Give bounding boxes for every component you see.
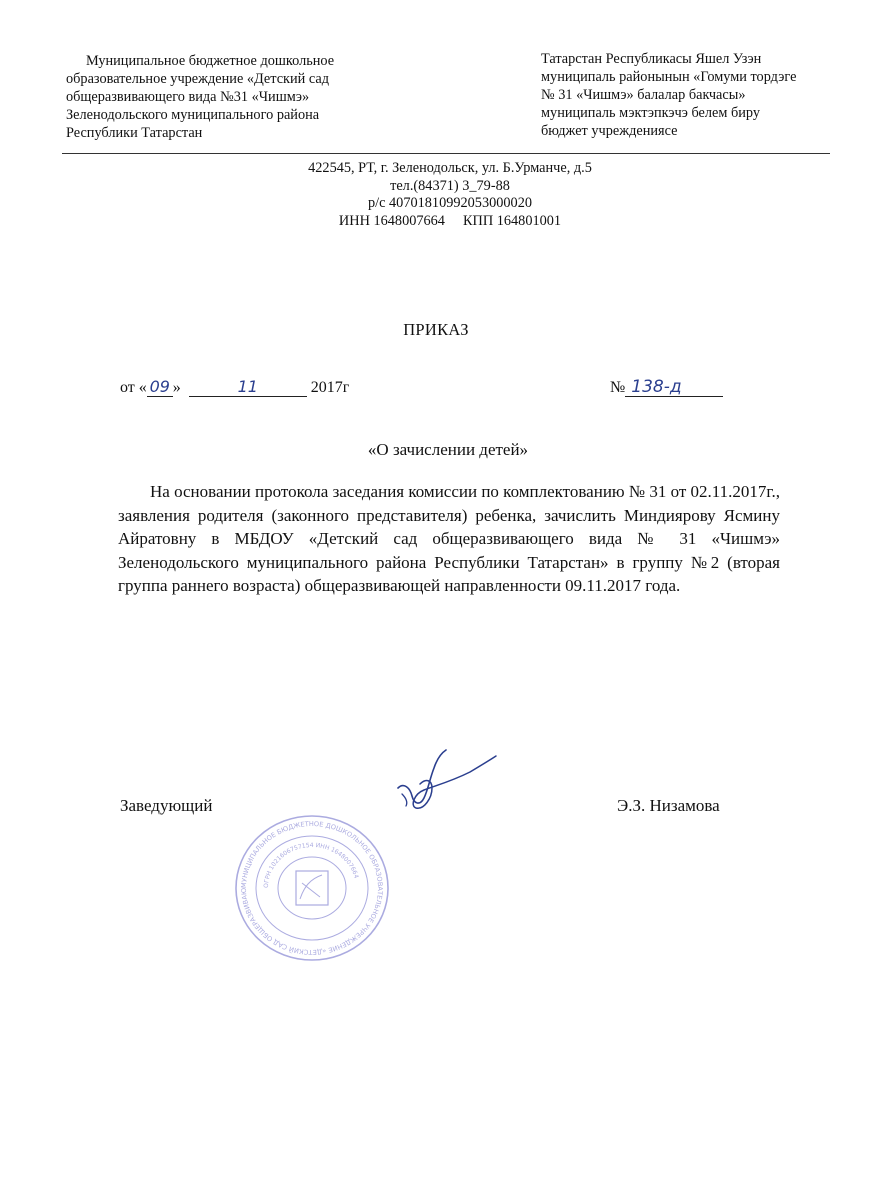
tax-ids-line bbox=[200, 213, 700, 231]
phone-line: тел.(84371) 3_79-88 bbox=[390, 177, 510, 194]
header-right-line: Татарстан Республикасы Яшел Узэн bbox=[541, 51, 762, 67]
handwritten-signature bbox=[390, 748, 500, 825]
open-quote: « bbox=[138, 379, 147, 396]
order-subject: «О зачислении детей» bbox=[367, 440, 529, 459]
inn-value: ИНН 1648007664 bbox=[338, 212, 445, 229]
order-date-line bbox=[120, 378, 349, 397]
header-right-line: № 31 «Чишмэ» балалар бакчасы» bbox=[541, 87, 746, 103]
signatory-name: Э.З. Низамова bbox=[617, 796, 720, 815]
official-stamp bbox=[232, 813, 392, 968]
date-prefix: от bbox=[120, 379, 135, 396]
header-right-line: муниципаль районынын «Гомуми тордэге bbox=[541, 69, 797, 85]
header-right-line: бюджет учреждениясе bbox=[541, 123, 678, 139]
kpp-value: КПП 164801001 bbox=[462, 212, 562, 229]
address-block bbox=[200, 160, 700, 230]
header-left-line: Зеленодольского муниципального района bbox=[66, 107, 320, 123]
order-number-line bbox=[610, 378, 723, 397]
order-number: 138-д bbox=[625, 378, 723, 397]
signature-scribble-icon bbox=[390, 748, 500, 820]
order-body-paragraph: На основании протокола заседания комиссии по комплектованию № 31 от 02.11.2017г., заявления родителя (законного представителя) ребенка, зачислить Миндиярову Ясмину Айратовну в МБДОУ «Детский сад общеразвивающего вида № 31 «Чишмэ» Зеленодольского муниципального района Республики Татарстан» в группу №2 (вторая группа раннего возраста) общеразвивающей направленности 09.11.2017 года. bbox=[118, 482, 780, 595]
date-day: 09 bbox=[147, 378, 173, 397]
signatory-role: Заведующий bbox=[120, 796, 213, 815]
header-left-organization bbox=[66, 52, 396, 142]
header-left-line: Республики Татарстан bbox=[66, 125, 203, 141]
header-left-line: общеразвивающего вида №31 «Чишмэ» bbox=[66, 89, 310, 105]
close-quote: » bbox=[172, 379, 181, 396]
svg-text:МУНИЦИПАЛЬНОЕ БЮДЖЕТНОЕ ДОШКОЛ: МУНИЦИПАЛЬНОЕ БЮДЖЕТНОЕ ДОШКОЛЬНОЕ ОБРАЗОВАТЕЛЬНОЕ УЧРЕЖДЕНИЕ «ДЕТСКИЙ САД ОБЩЕРАЗВИВАЮ bbox=[239, 819, 385, 957]
header-right-organization bbox=[541, 50, 841, 140]
svg-text:ОГРН 1021606757154 ИНН 1648007: ОГРН 1021606757154 ИНН 1648007664 bbox=[262, 841, 360, 889]
header-right-line: муниципаль мэктэпкэчэ белем биру bbox=[541, 105, 761, 121]
header-divider bbox=[62, 153, 830, 154]
date-year: 2017г bbox=[310, 379, 350, 396]
header-left-line: Муниципальное бюджетное дошкольное bbox=[86, 53, 335, 69]
stamp-seal-icon bbox=[232, 813, 392, 963]
account-line: р/с 40701810992053000020 bbox=[367, 195, 532, 211]
number-prefix: № bbox=[610, 379, 626, 396]
address-line: 422545, РТ, г. Зеленодольск, ул. Б.Урманче, д.5 bbox=[308, 160, 592, 176]
date-month: 11 bbox=[189, 378, 307, 397]
header-left-line: образовательное учреждение «Детский сад bbox=[66, 71, 330, 87]
document-title: ПРИКАЗ bbox=[403, 320, 469, 339]
